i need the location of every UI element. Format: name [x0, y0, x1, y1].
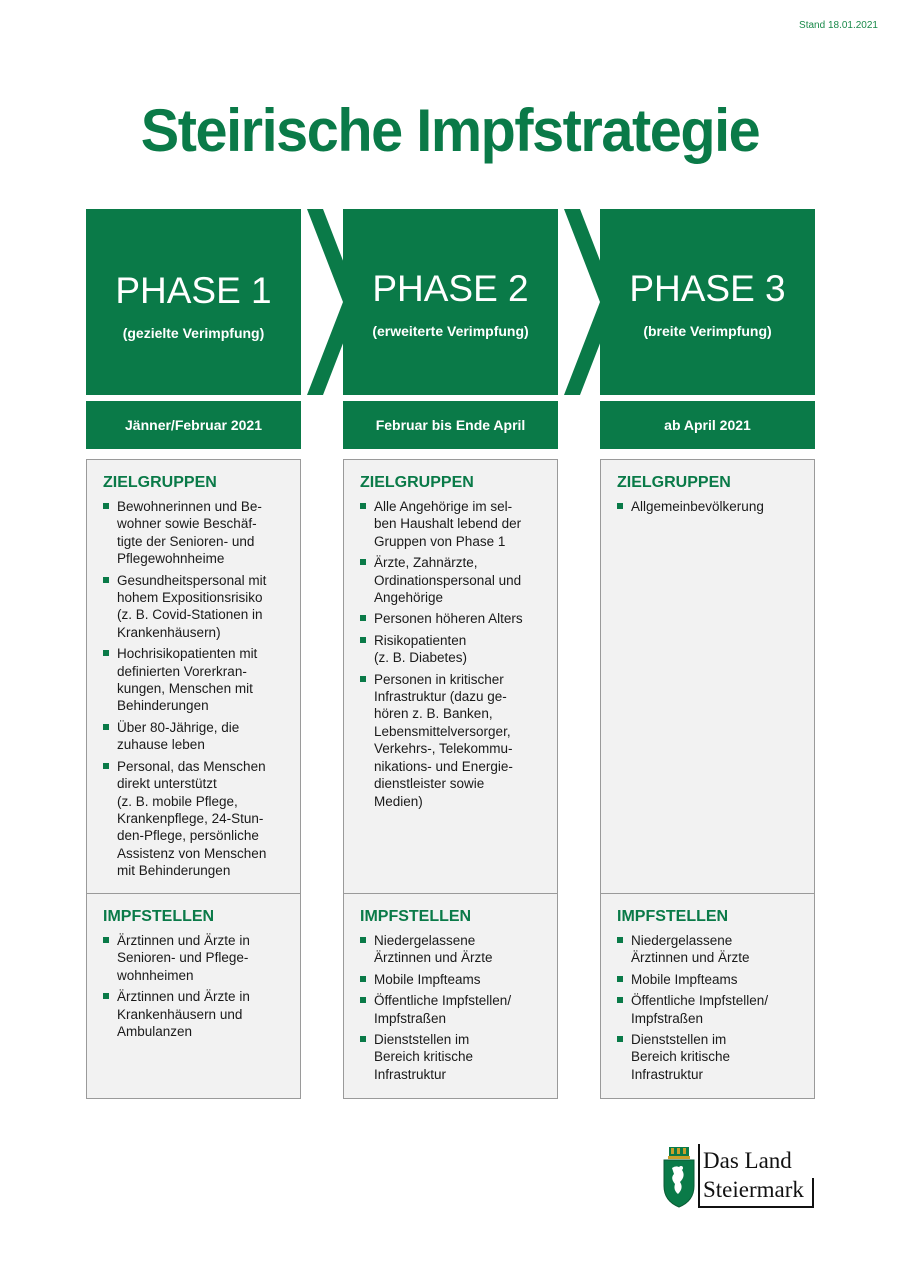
list-item-line: Alle Angehörige im sel-	[374, 499, 513, 514]
impfstellen-list	[103, 932, 286, 1040]
bullet-square-icon	[360, 676, 366, 682]
list-item	[360, 971, 543, 988]
impfstellen-list	[617, 932, 800, 1083]
list-item	[360, 632, 543, 667]
list-item-line: Impfstraßen	[631, 1010, 704, 1026]
phase-3-header	[600, 209, 815, 395]
list-item-line: Niedergelassene	[374, 933, 476, 948]
bullet-square-icon	[103, 650, 109, 656]
list-item-line: Senioren- und Pflege-	[117, 950, 249, 966]
list-item-line: Infrastruktur (dazu ge-	[374, 689, 507, 705]
list-item-line: wohner sowie Beschäf-	[117, 516, 257, 532]
list-item	[617, 992, 800, 1027]
zielgruppen-list	[617, 498, 800, 515]
bullet-square-icon	[103, 763, 109, 769]
list-item-line: Infrastruktur	[631, 1066, 704, 1082]
list-item-line: Ärztinnen und Ärzte in	[117, 989, 250, 1005]
page-title: Steirische Impfstrategie	[140, 97, 760, 164]
list-item-line: Allgemeinbevölkerung	[631, 499, 764, 514]
list-item-line: Ambulanzen	[117, 1024, 193, 1040]
list-item	[103, 758, 286, 880]
list-item-line: Bereich kritische	[631, 1049, 731, 1065]
list-item	[360, 992, 543, 1027]
phase-2-zielgruppen	[343, 459, 558, 894]
phase-1-zielgruppen	[86, 459, 301, 894]
logo-line-1: Das Land	[703, 1148, 792, 1173]
list-item-line: Öffentliche Impfstellen/	[631, 993, 769, 1009]
list-item	[360, 554, 543, 606]
list-item-line: Impfstraßen	[374, 1010, 447, 1026]
zielgruppen-heading: ZIELGRUPPEN	[617, 474, 731, 491]
list-item-line: definierten Vorerkran-	[117, 663, 247, 679]
list-item-line: tigte der Senioren- und	[117, 533, 255, 549]
list-item-line: Krankenhäusern)	[117, 624, 221, 640]
bullet-square-icon	[360, 1036, 366, 1042]
list-item	[617, 932, 800, 967]
list-item-line: Ärztinnen und Ärzte	[631, 950, 750, 966]
list-item-line: (z. B. Covid-Stationen in	[117, 607, 263, 623]
list-item-line: Hochrisikopatienten mit	[117, 646, 258, 662]
bullet-square-icon	[617, 937, 623, 943]
list-item-line: Personal, das Menschen	[117, 758, 266, 774]
list-item-line: (z. B. mobile Pflege,	[117, 793, 238, 809]
list-item-line: Behinderungen	[117, 698, 209, 714]
list-item	[617, 1031, 800, 1083]
list-item-line: dienstleister sowie	[374, 776, 485, 792]
list-item-line: Gruppen von Phase 1	[374, 533, 506, 549]
phase-2-date: Februar bis Ende April	[343, 401, 558, 449]
list-item-line: Niedergelassene	[631, 933, 733, 948]
list-item-line: (z. B. Diabetes)	[374, 650, 468, 666]
list-item-line: Ärzte, Zahnärzte,	[374, 555, 478, 571]
bullet-square-icon	[360, 503, 366, 509]
bullet-square-icon	[617, 503, 623, 509]
bullet-square-icon	[103, 503, 109, 509]
bullet-square-icon	[617, 976, 623, 982]
impfstellen-heading: IMPFSTELLEN	[617, 908, 729, 925]
phase-2-header	[343, 209, 558, 395]
list-item-line: Gesundheitspersonal mit	[117, 572, 267, 588]
list-item-line: Über 80-Jährige, die	[117, 719, 240, 735]
impfstellen-list	[360, 932, 543, 1083]
phase-1-impfstellen	[86, 893, 301, 1099]
bullet-square-icon	[617, 1036, 623, 1042]
phase-subtitle: (erweiterte Verimpfung)	[372, 323, 529, 339]
logo-border	[812, 1178, 814, 1208]
list-item	[617, 498, 800, 515]
list-item-line: direkt unterstützt	[117, 776, 217, 792]
list-item-line: Verkehrs-, Telekommu-	[374, 741, 513, 757]
list-item-line: Mobile Impfteams	[374, 971, 481, 987]
bullet-square-icon	[360, 615, 366, 621]
list-item-line: nikations- und Energie-	[374, 758, 513, 774]
list-item-line: Ärztinnen und Ärzte in	[117, 933, 250, 948]
zielgruppen-heading: ZIELGRUPPEN	[103, 474, 217, 491]
list-item-line: Krankenpflege, 24-Stun-	[117, 810, 264, 826]
list-item-line: Angehörige	[374, 590, 444, 606]
stand-date: Stand 18.01.2021	[799, 20, 878, 31]
list-item	[360, 671, 543, 810]
list-item	[103, 498, 286, 568]
bullet-square-icon	[103, 993, 109, 999]
zielgruppen-list	[103, 498, 286, 880]
list-item-line: Medien)	[374, 793, 423, 809]
list-item-line: Personen in kritischer	[374, 671, 504, 687]
bullet-square-icon	[360, 559, 366, 565]
list-item-line: ben Haushalt lebend der	[374, 516, 522, 532]
list-item-line: Assistenz von Menschen	[117, 845, 267, 861]
steiermark-crest-icon	[662, 1146, 696, 1208]
list-item-line: Personen höheren Alters	[374, 611, 523, 627]
phase-3-impfstellen	[600, 893, 815, 1099]
phase-3-zielgruppen	[600, 459, 815, 894]
list-item-line: Bereich kritische	[374, 1049, 474, 1065]
phase-3-date: ab April 2021	[600, 401, 815, 449]
list-item	[360, 1031, 543, 1083]
list-item-line: Ärztinnen und Ärzte	[374, 950, 493, 966]
list-item-line: Bewohnerinnen und Be-	[117, 499, 262, 514]
bullet-square-icon	[360, 637, 366, 643]
list-item	[617, 971, 800, 988]
list-item	[103, 645, 286, 715]
logo-underline	[698, 1206, 814, 1208]
impfstellen-heading: IMPFSTELLEN	[360, 908, 472, 925]
zielgruppen-list	[360, 498, 543, 810]
list-item	[103, 719, 286, 754]
bullet-square-icon	[103, 724, 109, 730]
list-item-line: Lebensmittelversorger,	[374, 723, 511, 739]
list-item-line: Krankenhäusern und	[117, 1006, 243, 1022]
list-item-line: hohem Expositionsrisiko	[117, 590, 263, 606]
phase-title: PHASE 2	[372, 268, 529, 309]
list-item-line: Infrastruktur	[374, 1066, 447, 1082]
phase-subtitle: (gezielte Verimpfung)	[122, 325, 265, 341]
list-item-line: mit Behinderungen	[117, 863, 231, 879]
list-item-line: zuhause leben	[117, 737, 205, 753]
logo-divider	[698, 1144, 700, 1208]
list-item-line: wohnheimen	[117, 967, 194, 983]
list-item-line: Dienststellen im	[374, 1032, 470, 1048]
list-item-line: Dienststellen im	[631, 1032, 727, 1048]
list-item	[103, 572, 286, 642]
list-item	[360, 932, 543, 967]
list-item-line: Pflegewohnheime	[117, 551, 225, 567]
list-item-line: kungen, Menschen mit	[117, 681, 253, 697]
list-item	[103, 988, 286, 1040]
list-item-line: Öffentliche Impfstellen/	[374, 993, 512, 1009]
list-item-line: den-Pflege, persönliche	[117, 828, 259, 844]
list-item	[360, 498, 543, 550]
zielgruppen-heading: ZIELGRUPPEN	[360, 474, 474, 491]
bullet-square-icon	[103, 937, 109, 943]
list-item-line: Mobile Impfteams	[631, 971, 738, 987]
bullet-square-icon	[617, 997, 623, 1003]
phase-1-header	[86, 209, 301, 395]
list-item-line: Ordinationspersonal und	[374, 572, 522, 588]
phase-1-date: Jänner/Februar 2021	[86, 401, 301, 449]
phase-subtitle: (breite Verimpfung)	[643, 323, 772, 339]
impfstellen-heading: IMPFSTELLEN	[103, 908, 215, 925]
logo-text	[703, 1146, 804, 1204]
bullet-square-icon	[360, 997, 366, 1003]
phase-title: PHASE 1	[115, 270, 272, 311]
bullet-square-icon	[360, 976, 366, 982]
list-item-line: hören z. B. Banken,	[374, 706, 493, 722]
bullet-square-icon	[103, 577, 109, 583]
bullet-square-icon	[360, 937, 366, 943]
list-item	[103, 932, 286, 984]
list-item-line: Risikopatienten	[374, 632, 467, 648]
phase-2-impfstellen	[343, 893, 558, 1099]
phase-title: PHASE 3	[629, 268, 786, 309]
list-item	[360, 610, 543, 627]
logo-line-2: Steiermark	[703, 1177, 804, 1202]
